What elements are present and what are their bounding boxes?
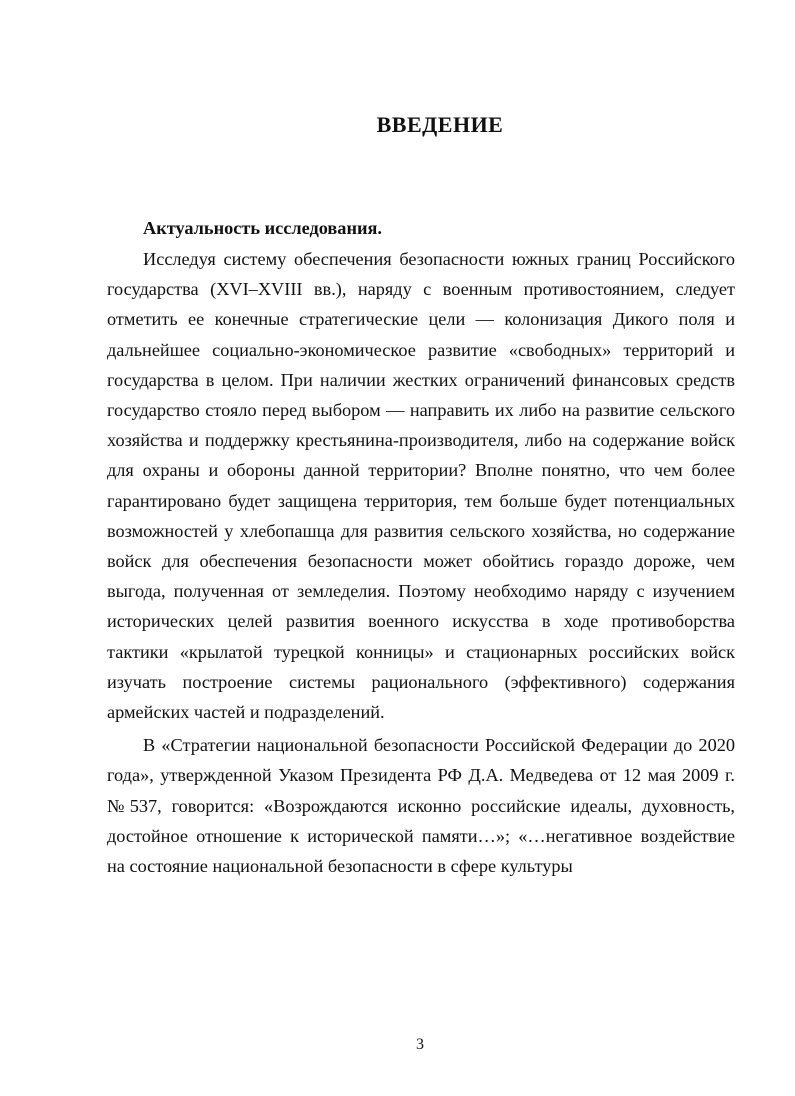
page-number: 3 — [416, 1036, 424, 1053]
paragraph-2: В «Стратегии национальной безопасности Российской Федерации до 2020 года», утвержденной Указом Президента РФ Д.А. Медведева от 12 мая 2009 г. №537, говорится: «Возрождаются исконно российские идеалы, духовность, достойное отношение к исторической памяти…»; «…негативное воздействие на состояние национальной безопасности в сфере культуры — [107, 735, 735, 877]
page-title: ВВЕДЕНИЕ — [376, 112, 504, 137]
paragraph-1: Исследуя систему обеспечения безопасности южных границ Российского государства (XVI–XVIII вв.), наряду с военным противостоянием, следует отметить ее конечные стратегические цели — колонизация Дикого поля и дальнейшее социально-экономическое развитие «свободных» территорий и государства в целом. При наличии жестких ограничений финансовых средств государство стояло перед выбором — направить их либо на развитие сельского хозяйства и поддержку крестьянина-производителя, либо на содержание войск для охраны и обороны данной территории? Вполне понятно, что чем более гарантировано будет защищена территория, тем больше будет потенциальных возможностей у хлебопашца для развития сельского хозяйства, но содержание войск для обеспечения безопасности может обойтись гораздо дороже, чем выгода, полученная от земледелия. Поэтому необходимо наряду с изучением исторических целей развития военного искусства в ходе противоборства тактики «крылатой турецкой конницы» и стационарных российских войск изучать построение системы рационального (эффективного) содержания армейских частей и подразделений. — [107, 249, 735, 723]
document-body — [107, 213, 735, 881]
section-heading: Актуальность исследования. — [143, 218, 382, 238]
